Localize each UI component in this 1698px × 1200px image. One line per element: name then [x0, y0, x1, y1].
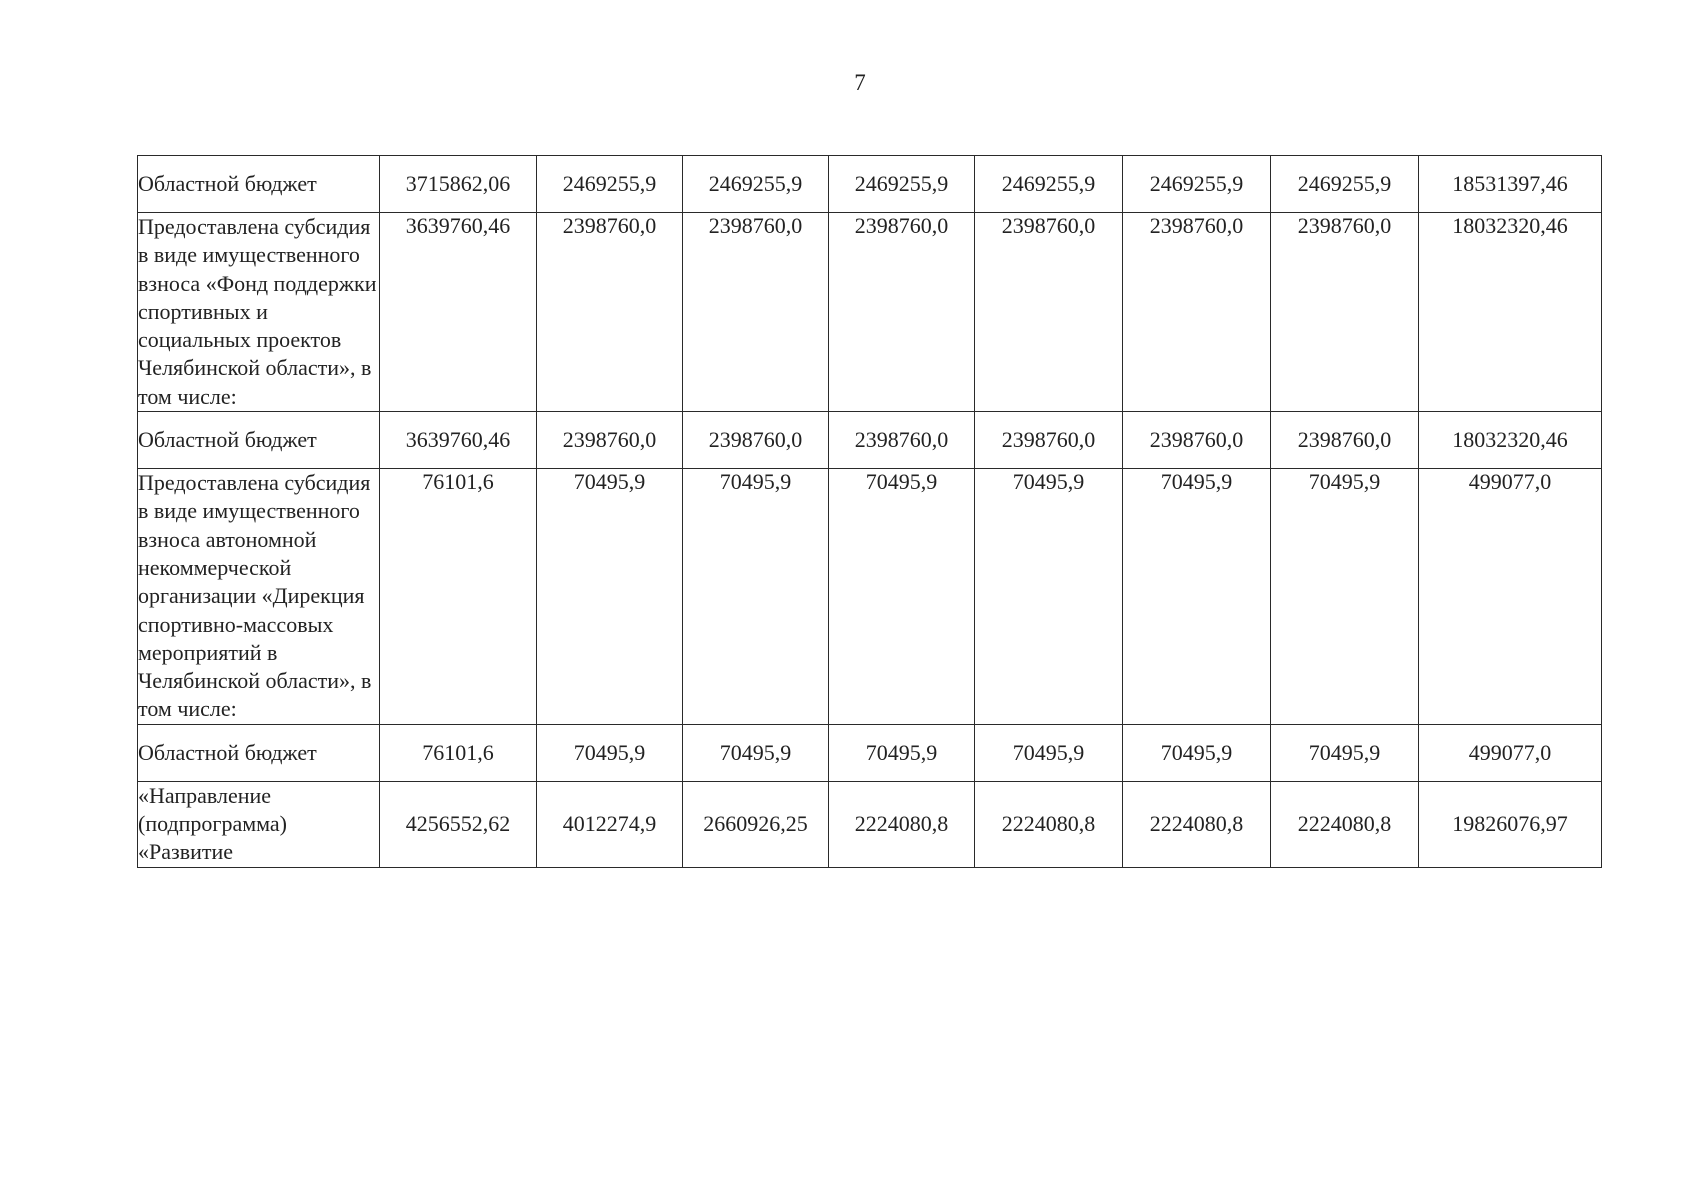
table-cell: 70495,9	[1271, 469, 1419, 725]
table-cell-total: 499077,0	[1419, 724, 1602, 781]
table-cell-total: 18032320,46	[1419, 213, 1602, 412]
table-cell: 4012274,9	[537, 781, 683, 867]
table-cell: 2224080,8	[1271, 781, 1419, 867]
table-cell: 70495,9	[537, 724, 683, 781]
table-cell: 2469255,9	[537, 156, 683, 213]
table-cell: 70495,9	[829, 724, 975, 781]
table-cell: 70495,9	[683, 724, 829, 781]
table-cell-total: 499077,0	[1419, 469, 1602, 725]
table-cell-total: 19826076,97	[1419, 781, 1602, 867]
table-cell: 70495,9	[537, 469, 683, 725]
table-row	[138, 213, 1602, 412]
table-row	[138, 156, 1602, 213]
table-cell: 2398760,0	[1271, 412, 1419, 469]
table-cell: 76101,6	[380, 469, 537, 725]
table-cell: 3639760,46	[380, 213, 537, 412]
table-row	[138, 724, 1602, 781]
table-cell: 2469255,9	[683, 156, 829, 213]
table-cell: 70495,9	[1123, 724, 1271, 781]
table-cell: 2398760,0	[537, 213, 683, 412]
table-cell: 76101,6	[380, 724, 537, 781]
table-cell: 2398760,0	[1123, 213, 1271, 412]
table-cell: 3639760,46	[380, 412, 537, 469]
table-cell: 2398760,0	[1123, 412, 1271, 469]
table-cell: 70495,9	[829, 469, 975, 725]
page-number: 7	[854, 70, 866, 95]
table-cell: 2224080,8	[829, 781, 975, 867]
table-cell: 2660926,25	[683, 781, 829, 867]
row-label: Предоставлена субсидия в виде имущественного взноса «Фонд поддержки спортивных и социальных проектов Челябинской области», в том числе:	[138, 213, 380, 412]
table-cell: 2398760,0	[829, 213, 975, 412]
budget-table	[137, 155, 1602, 868]
table-cell: 70495,9	[975, 469, 1123, 725]
row-label: Предоставлена субсидия в виде имущественного взноса автономной некоммерческой организации «Дирекция спортивно-массовых мероприятий в Челябинской области», в том числе:	[138, 469, 380, 725]
table-cell: 2398760,0	[975, 213, 1123, 412]
table-cell: 70495,9	[975, 724, 1123, 781]
table-cell-total: 18032320,46	[1419, 412, 1602, 469]
table-cell: 4256552,62	[380, 781, 537, 867]
table-cell: 70495,9	[1271, 724, 1419, 781]
table-cell: 2469255,9	[975, 156, 1123, 213]
table-cell: 70495,9	[683, 469, 829, 725]
table-cell: 2398760,0	[975, 412, 1123, 469]
table-cell: 2224080,8	[975, 781, 1123, 867]
table-cell: 2398760,0	[683, 213, 829, 412]
table-row	[138, 469, 1602, 725]
row-label: «Направление (подпрограмма) «Развитие	[138, 781, 380, 867]
table-cell-total: 18531397,46	[1419, 156, 1602, 213]
row-label: Областной бюджет	[138, 412, 380, 469]
row-label: Областной бюджет	[138, 724, 380, 781]
row-label: Областной бюджет	[138, 156, 380, 213]
table-row	[138, 412, 1602, 469]
table-row	[138, 781, 1602, 867]
table-cell: 3715862,06	[380, 156, 537, 213]
table-cell: 2398760,0	[829, 412, 975, 469]
table-cell: 2469255,9	[1123, 156, 1271, 213]
table-cell: 2224080,8	[1123, 781, 1271, 867]
table-cell: 2398760,0	[537, 412, 683, 469]
table-cell: 2398760,0	[683, 412, 829, 469]
table-cell: 70495,9	[1123, 469, 1271, 725]
table-cell: 2398760,0	[1271, 213, 1419, 412]
table-cell: 2469255,9	[829, 156, 975, 213]
table-cell: 2469255,9	[1271, 156, 1419, 213]
